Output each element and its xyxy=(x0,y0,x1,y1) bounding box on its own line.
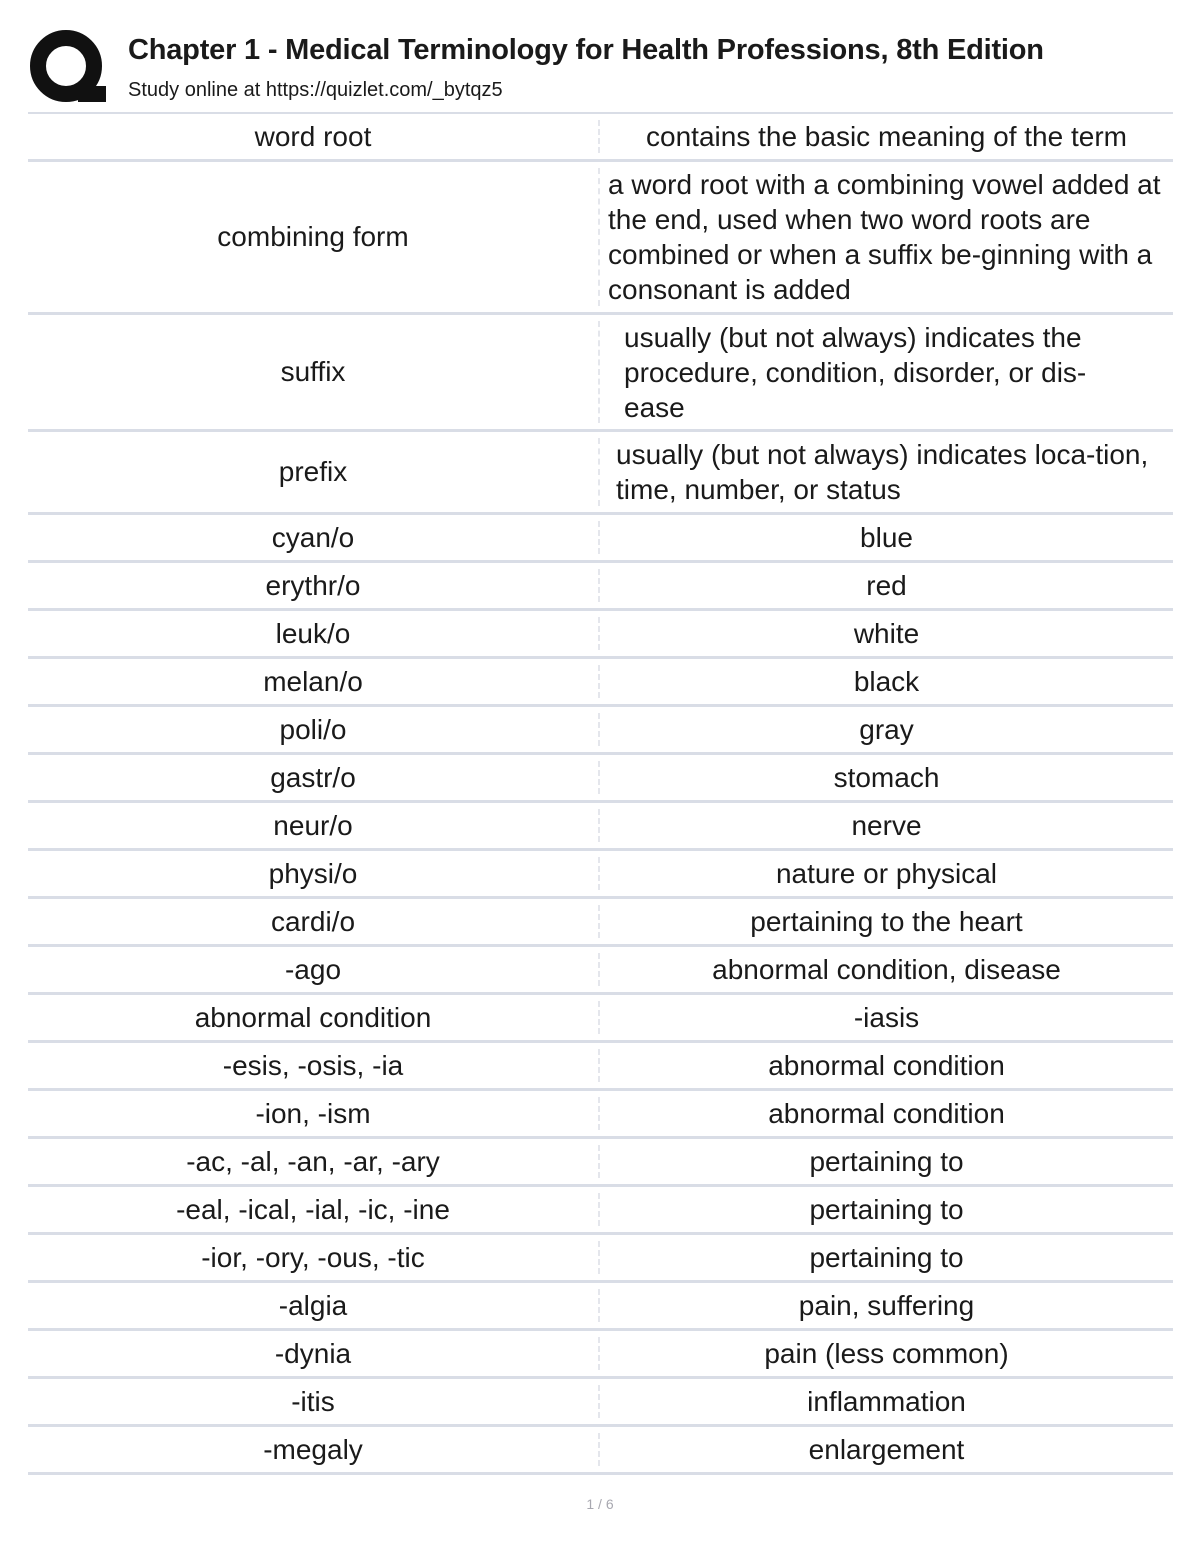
term-cell: -ac, -al, -an, -ar, -ary xyxy=(186,1145,440,1177)
definition-cell: red xyxy=(598,569,1173,602)
term-cell: -ior, -ory, -ous, -tic xyxy=(201,1241,425,1273)
term-cell: leuk/o xyxy=(275,617,351,649)
definition-cell: stomach xyxy=(598,761,1173,794)
study-online-link[interactable]: Study online at https://quizlet.com/_bytqz5 xyxy=(128,79,503,101)
term-cell: suffix xyxy=(280,356,346,387)
table-row xyxy=(28,315,1173,432)
table-row xyxy=(28,515,1173,563)
table-row xyxy=(28,563,1173,611)
definition-cell: abnormal condition xyxy=(598,1049,1173,1082)
definition-cell: abnormal condition xyxy=(598,1097,1173,1130)
definition-cell: black xyxy=(598,665,1173,698)
term-cell: -eal, -ical, -ial, -ic, -ine xyxy=(176,1193,450,1225)
definition-cell: enlargement xyxy=(598,1433,1173,1466)
table-row xyxy=(28,1187,1173,1235)
table-row xyxy=(28,755,1173,803)
definition-cell: pertaining to xyxy=(598,1241,1173,1274)
term-cell: prefix xyxy=(278,456,348,487)
flashcard-table xyxy=(28,112,1173,1475)
table-row xyxy=(28,1427,1173,1475)
definition-cell: white xyxy=(598,617,1173,650)
table-row xyxy=(28,1043,1173,1091)
page-title: Chapter 1 - Medical Terminology for Health Professions, 8th Edition xyxy=(128,34,1044,66)
term-cell: melan/o xyxy=(263,665,363,697)
table-row xyxy=(28,995,1173,1043)
definition-cell: inflammation xyxy=(598,1385,1173,1418)
term-cell: -megaly xyxy=(263,1433,363,1465)
definition-cell: nature or physical xyxy=(598,857,1173,890)
table-row xyxy=(28,947,1173,995)
term-cell: -ago xyxy=(284,953,342,985)
definition-cell: nerve xyxy=(598,809,1173,842)
definition-cell: -iasis xyxy=(598,1001,1173,1034)
table-row xyxy=(28,1379,1173,1427)
definition-cell xyxy=(598,168,1173,306)
table-row xyxy=(28,707,1173,755)
table-row xyxy=(28,114,1173,162)
definition-cell: gray xyxy=(598,713,1173,746)
term-cell: -esis, -osis, -ia xyxy=(222,1049,404,1081)
term-cell: -itis xyxy=(291,1385,335,1417)
definition-cell xyxy=(598,438,1173,506)
term-cell: gastr/o xyxy=(270,761,356,793)
definition-text: usually (but not always) indicates loca-tion, time, number, or status xyxy=(616,439,1149,505)
table-row xyxy=(28,803,1173,851)
definition-cell: pertaining to xyxy=(598,1193,1173,1226)
definition-cell: pain (less common) xyxy=(598,1337,1173,1370)
quizlet-logo-icon xyxy=(28,28,108,108)
page-number: 1 / 6 xyxy=(586,1496,614,1512)
definition-text: a word root with a combining vowel added at the end, used when two word roots are combined or when a suffix be-ginning with a consonant is added xyxy=(608,169,1161,305)
definition-cell: pertaining to xyxy=(598,1145,1173,1178)
table-row xyxy=(28,1091,1173,1139)
table-row xyxy=(28,851,1173,899)
term-cell: abnormal condition xyxy=(194,1001,432,1033)
definition-cell: contains the basic meaning of the term xyxy=(598,120,1173,153)
term-cell: word root xyxy=(254,120,372,152)
definition-cell: pertaining to the heart xyxy=(598,905,1173,938)
table-row xyxy=(28,1235,1173,1283)
term-cell: cyan/o xyxy=(271,521,355,553)
term-cell: -ion, -ism xyxy=(255,1097,371,1129)
term-cell: poli/o xyxy=(279,713,347,745)
definition-text: usually (but not always) indicates the procedure, condition, disorder, or dis-ease xyxy=(624,321,1087,423)
table-row xyxy=(28,1331,1173,1379)
term-cell: erythr/o xyxy=(265,569,361,601)
table-row xyxy=(28,1139,1173,1187)
term-cell: -dynia xyxy=(274,1337,352,1369)
table-row xyxy=(28,432,1173,515)
term-cell: neur/o xyxy=(273,809,353,841)
definition-cell xyxy=(598,321,1173,423)
definition-cell: blue xyxy=(598,521,1173,554)
table-row xyxy=(28,162,1173,315)
term-cell: physi/o xyxy=(268,857,358,889)
table-row xyxy=(28,1283,1173,1331)
page-header xyxy=(28,28,1178,108)
table-row xyxy=(28,659,1173,707)
definition-cell: pain, suffering xyxy=(598,1289,1173,1322)
term-cell: combining form xyxy=(217,221,409,252)
table-row xyxy=(28,899,1173,947)
definition-cell: abnormal condition, disease xyxy=(598,953,1173,986)
table-row xyxy=(28,611,1173,659)
term-cell: -algia xyxy=(278,1289,348,1321)
term-cell: cardi/o xyxy=(270,905,356,937)
